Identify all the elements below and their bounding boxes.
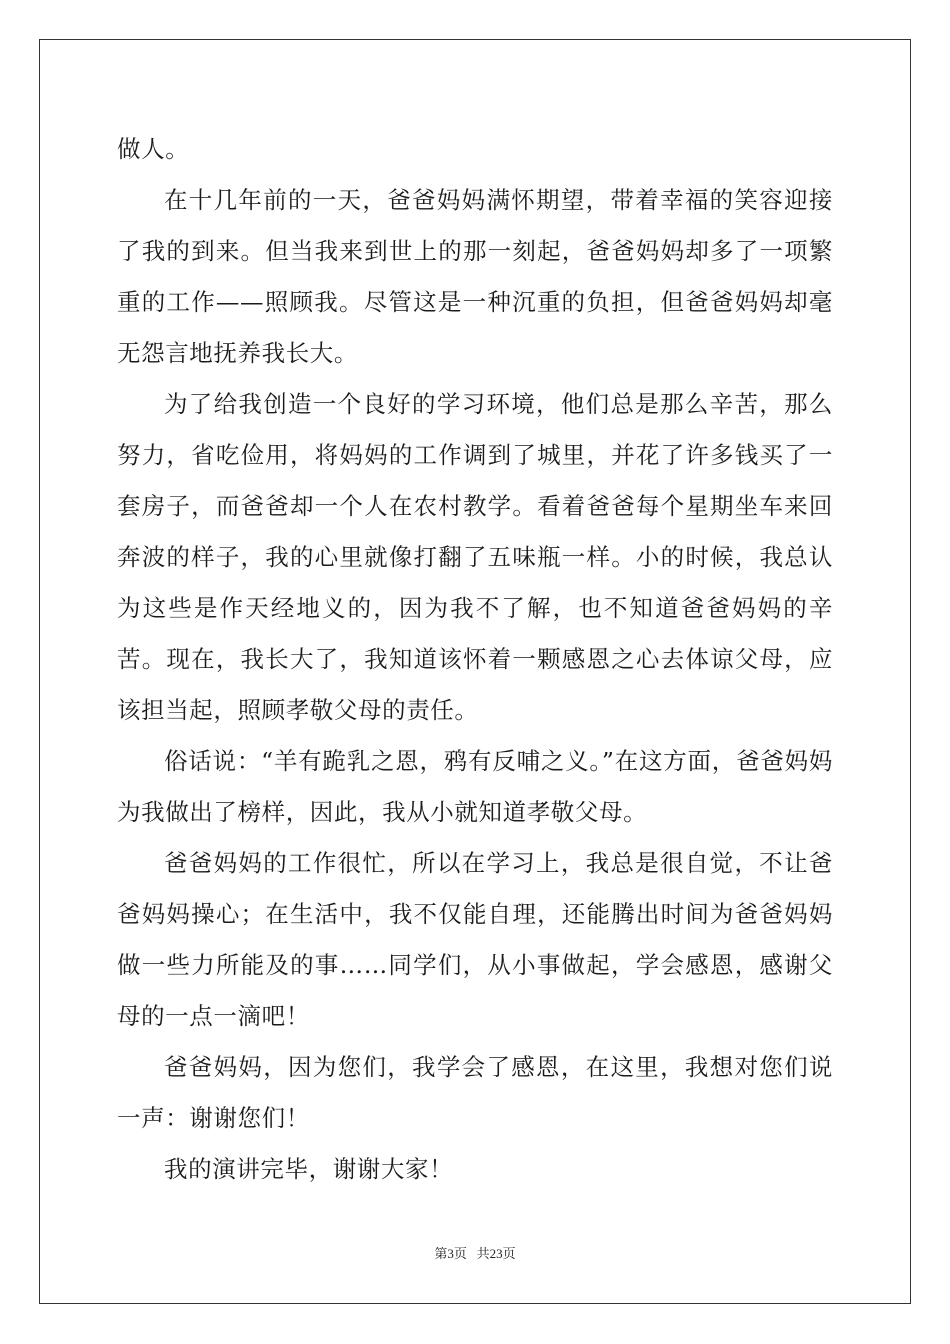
page-footer (0, 1243, 950, 1262)
paragraph-continuation: 做人。 (117, 135, 190, 163)
page-total: 共23页 (476, 1246, 516, 1261)
paragraph: 爸爸妈妈，因为您们，我学会了感恩，在这里，我想对您们说一声：谢谢您们！ (117, 1053, 833, 1132)
paragraph: 为了给我创造一个良好的学习环境，他们总是那么辛苦，那么努力，省吃俭用，将妈妈的工作调到了城里，并花了许多钱买了一套房子，而爸爸却一个人在农村教学。看着爸爸每个星期坐车来回奔波的样子，我的心里就像打翻了五味瓶一样。小的时候，我总认为这些是作天经地义的，因为我不了解，也不知道爸爸妈妈的辛苦。现在，我长大了，我知道该怀着一颗感恩之心去体谅父母，应该担当起，照顾孝敬父母的责任。 (117, 390, 833, 724)
document-body (117, 124, 833, 1195)
paragraph: 爸爸妈妈的工作很忙，所以在学习上，我总是很自觉，不让爸爸妈妈操心；在生活中，我不仅能自理，还能腾出时间为爸爸妈妈做一些力所能及的事……同学们，从小事做起，学会感恩，感谢父母的一点一滴吧！ (117, 849, 833, 1030)
page-number: 第3页 (434, 1246, 467, 1261)
paragraph: 俗话说：“羊有跪乳之恩，鸦有反哺之义。”在这方面，爸爸妈妈为我做出了榜样，因此，我从小就知道孝敬父母。 (117, 747, 833, 826)
paragraph: 我的演讲完毕，谢谢大家！ (164, 1155, 454, 1183)
paragraph: 在十几年前的一天，爸爸妈妈满怀期望，带着幸福的笑容迎接了我的到来。但当我来到世上的那一刻起，爸爸妈妈却多了一项繁重的工作——照顾我。尽管这是一种沉重的负担，但爸爸妈妈却毫无怨言地抚养我长大。 (117, 186, 833, 367)
